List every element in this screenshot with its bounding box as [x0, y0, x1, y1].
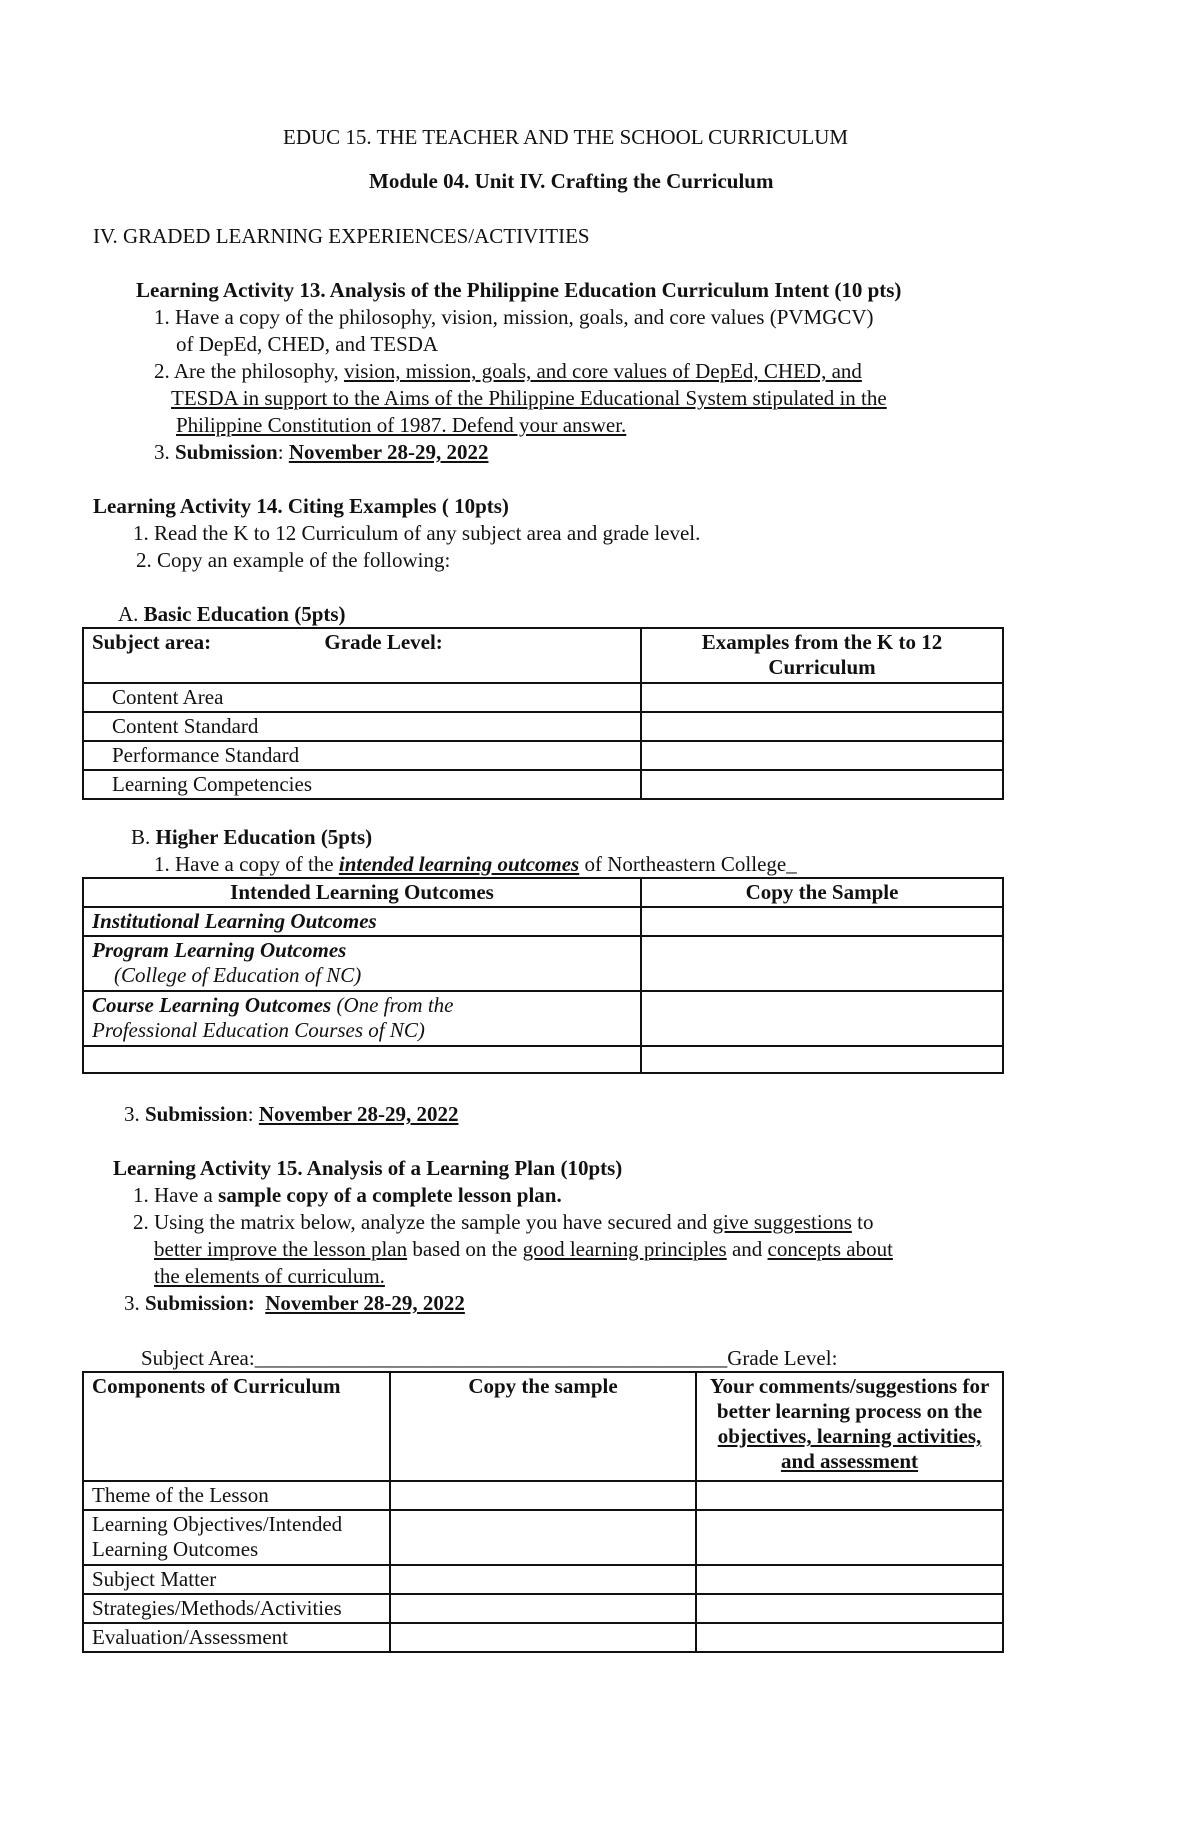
table-row	[83, 770, 1003, 799]
la15-submission-date: November 28-29, 2022	[265, 1291, 465, 1315]
comment-cell[interactable]	[696, 1565, 1003, 1594]
part-b-item1	[154, 852, 797, 877]
sample-cell[interactable]	[641, 907, 1003, 936]
sample-cell[interactable]	[390, 1565, 696, 1594]
part-b-title: Higher Education (5pts)	[155, 825, 373, 849]
la13-item2-line2: TESDA in support to the Aims of the Philippine Educational System stipulated in the	[171, 386, 887, 410]
content-area-cell: Content Area	[83, 683, 641, 712]
subject-area-label: Subject area:	[92, 630, 212, 654]
theme-cell: Theme of the Lesson	[83, 1481, 390, 1510]
subject-matter-cell: Subject Matter	[83, 1565, 390, 1594]
objectives-cell: Learning Objectives/Intended Learning Outcomes	[83, 1510, 390, 1565]
institutional-lo-cell: Institutional Learning Outcomes	[83, 907, 641, 936]
copy-sample-header: Copy the Sample	[641, 878, 1003, 907]
table-header-row	[83, 878, 1003, 907]
table-row	[83, 683, 1003, 712]
la13-item2-prefix: 2. Are the philosophy,	[154, 359, 344, 383]
la15-item2-line2	[154, 1237, 893, 1262]
table-header-row	[83, 628, 1003, 683]
la13-item1-line1: 1. Have a copy of the philosophy, vision, mission, goals, and core values (PVMGCV)	[154, 305, 874, 329]
table-row	[83, 1046, 1003, 1073]
la13-item1-line2: of DepEd, CHED, and TESDA	[176, 332, 439, 356]
examples-header: Examples from the K to 12 Curriculum	[641, 628, 1003, 683]
example-cell[interactable]	[641, 770, 1003, 799]
subject-grade-header	[83, 628, 641, 683]
part-b-item1-prefix: 1. Have a copy of the	[154, 852, 339, 876]
course-title: EDUC 15. THE TEACHER AND THE SCHOOL CURRICULUM	[283, 125, 849, 149]
sample-cell[interactable]	[390, 1481, 696, 1510]
example-cell[interactable]	[641, 741, 1003, 770]
table-row	[83, 936, 1003, 991]
la13-item3-num: 3.	[154, 440, 175, 464]
module-title: Module 04. Unit IV. Crafting the Curriculum	[369, 169, 774, 193]
part-b-item1-emph: intended learning outcomes	[338, 852, 580, 876]
la15-item2-line3: the elements of curriculum.	[154, 1264, 385, 1288]
performance-standard-cell: Performance Standard	[83, 741, 641, 770]
evaluation-cell: Evaluation/Assessment	[83, 1623, 390, 1652]
la14-part-b-heading	[131, 825, 372, 850]
components-header: Components of Curriculum	[83, 1372, 390, 1481]
comment-cell[interactable]	[696, 1510, 1003, 1565]
la15-item3-num: 3.	[124, 1291, 145, 1315]
empty-cell[interactable]	[83, 1046, 641, 1073]
la13-item2-line3: Philippine Constitution of 1987. Defend your answer.	[176, 413, 627, 437]
table-row	[83, 1481, 1003, 1510]
la15-title: Learning Activity 15. Analysis of a Learning Plan (10pts)	[113, 1156, 623, 1180]
comments-header	[696, 1372, 1003, 1481]
learning-competencies-cell: Learning Competencies	[83, 770, 641, 799]
la15-item1-prefix: 1. Have a	[133, 1183, 219, 1207]
la15-item2-give-suggestions: give suggestions	[712, 1210, 852, 1234]
sample-cell[interactable]	[390, 1623, 696, 1652]
la15-item2-a-end: to	[851, 1210, 874, 1234]
la14-part-a-heading	[118, 602, 346, 627]
higher-education-table	[82, 877, 1004, 1074]
section-heading: IV. GRADED LEARNING EXPERIENCES/ACTIVITIES	[93, 224, 590, 248]
basic-education-table	[82, 627, 1004, 800]
table-row	[83, 1594, 1003, 1623]
part-a-letter: A.	[118, 602, 144, 626]
sample-cell[interactable]	[641, 1046, 1003, 1073]
la15-submission-label: Submission:	[145, 1291, 255, 1315]
la15-item2-b-mid: based on the	[407, 1237, 523, 1261]
comment-cell[interactable]	[696, 1481, 1003, 1510]
la13-item2-line1	[154, 359, 862, 384]
program-lo-sub: (College of Education of NC)	[114, 963, 362, 987]
la15-item2-b-u1: better improve the lesson plan	[154, 1237, 408, 1261]
la15-item2-b-u3: concepts about	[767, 1237, 893, 1261]
la14-item2: 2. Copy an example of the following:	[136, 548, 451, 572]
la13-submission-label: Submission	[175, 440, 278, 464]
la14-submission-label: Submission	[145, 1102, 248, 1126]
part-a-title: Basic Education (5pts)	[143, 602, 346, 626]
table-row	[83, 1565, 1003, 1594]
table-row	[83, 712, 1003, 741]
course-lo-sub-a: (One from the	[331, 993, 454, 1017]
example-cell[interactable]	[641, 712, 1003, 741]
comments-header-underlined: objectives, learning activities, and assessment	[717, 1424, 982, 1473]
course-lo-cell	[83, 991, 641, 1046]
la13-colon: :	[277, 440, 289, 464]
la15-submission	[124, 1291, 465, 1316]
sample-cell[interactable]	[641, 991, 1003, 1046]
copy-sample-header: Copy the sample	[390, 1372, 696, 1481]
grade-level-label: Grade Level:	[324, 630, 443, 654]
la15-item2-b-u2: good learning principles	[522, 1237, 727, 1261]
la14-colon: :	[247, 1102, 259, 1126]
la13-title: Learning Activity 13. Analysis of the Philippine Education Curriculum Intent (10 pts)	[136, 278, 902, 302]
la13-submission-date: November 28-29, 2022	[288, 440, 489, 464]
comments-header-text: Your comments/suggestions for better learning process on the	[709, 1374, 990, 1423]
program-lo-cell	[83, 936, 641, 991]
table-row	[83, 1510, 1003, 1565]
la14-submission	[124, 1102, 459, 1127]
la13-item2-underlined: vision, mission, goals, and core values of DepEd, CHED, and	[343, 359, 862, 383]
course-lo-sub-b: Professional Education Courses of NC)	[92, 1018, 425, 1042]
sample-cell[interactable]	[390, 1594, 696, 1623]
la15-item1-bold: sample copy of a complete lesson plan.	[218, 1183, 562, 1207]
sample-cell[interactable]	[641, 936, 1003, 991]
content-standard-cell: Content Standard	[83, 712, 641, 741]
la15-item2-b-and: and	[726, 1237, 768, 1261]
table-row	[83, 907, 1003, 936]
table-row	[83, 1623, 1003, 1652]
comment-cell[interactable]	[696, 1623, 1003, 1652]
part-b-letter: B.	[131, 825, 156, 849]
course-lo-title: Course Learning Outcomes	[92, 993, 332, 1017]
part-b-item1-suffix: of Northeastern College_	[579, 852, 797, 876]
program-lo-title: Program Learning Outcomes	[92, 938, 347, 962]
la15-item1	[133, 1183, 562, 1208]
la14-item1: 1. Read the K to 12 Curriculum of any subject area and grade level.	[133, 521, 701, 545]
ilo-header: Intended Learning Outcomes	[83, 878, 641, 907]
example-cell[interactable]	[641, 683, 1003, 712]
la14-submission-date: November 28-29, 2022	[258, 1102, 459, 1126]
la13-submission	[154, 440, 489, 465]
table-header-row	[83, 1372, 1003, 1481]
table-row	[83, 741, 1003, 770]
la15-item2-line1	[133, 1210, 873, 1235]
table-row	[83, 991, 1003, 1046]
la14-title: Learning Activity 14. Citing Examples ( 10pts)	[93, 494, 509, 518]
la15-item2-a: 2. Using the matrix below, analyze the sample you have secured and	[133, 1210, 713, 1234]
sample-cell[interactable]	[390, 1510, 696, 1565]
learning-plan-table	[82, 1371, 1004, 1653]
la14-item3-num: 3.	[124, 1102, 145, 1126]
strategies-cell: Strategies/Methods/Activities	[83, 1594, 390, 1623]
comment-cell[interactable]	[696, 1594, 1003, 1623]
subject-area-grade-line: Subject Area:_____________________________________________Grade Level:	[141, 1346, 838, 1370]
